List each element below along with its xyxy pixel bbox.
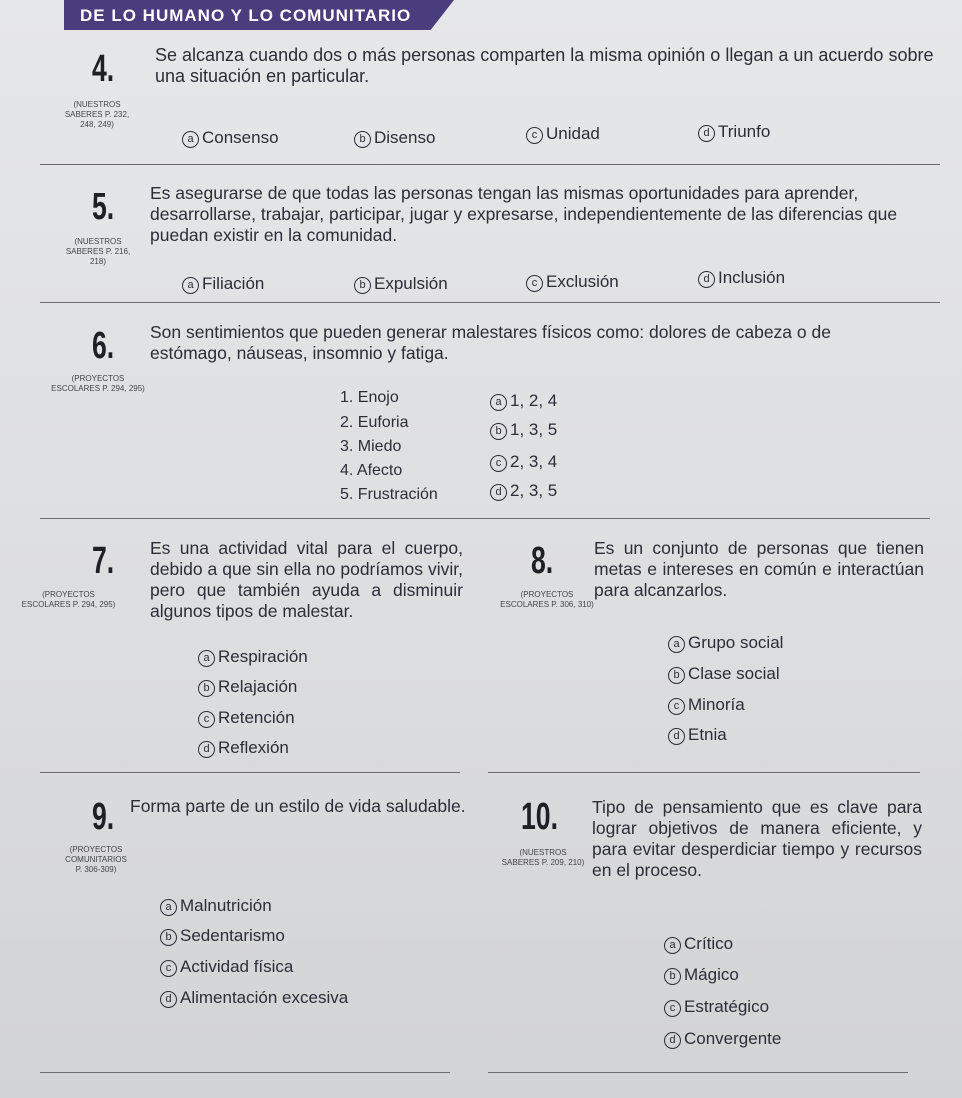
option-letter: d (490, 484, 507, 501)
divider (40, 1072, 450, 1073)
question-9-option-b[interactable]: b Sedentarismo (160, 926, 285, 946)
option-letter: d (160, 991, 177, 1008)
option-letter: d (668, 728, 685, 745)
question-8-source: (PROYECTOS ESCOLARES P. 306, 310) (500, 590, 594, 609)
question-6-option-d[interactable]: d 2, 3, 5 (490, 481, 557, 501)
question-6-option-a[interactable]: a 1, 2, 4 (490, 391, 557, 411)
question-8-text: Es un conjunto de personas que tienen metas e intereses en común e interactúan para alcanzarlos. (594, 538, 924, 600)
question-5-option-d[interactable]: d Inclusión (698, 268, 785, 288)
option-letter: b (668, 667, 685, 684)
question-7-text: Es una actividad vital para el cuerpo, debido a que sin ella no podríamos vivir, pero que también ayuda a disminuir algunos tipos de malestar. (150, 538, 463, 621)
option-letter: a (182, 131, 199, 148)
option-letter: c (526, 127, 543, 144)
question-8-option-a[interactable]: a Grupo social (668, 633, 783, 653)
option-letter: c (490, 455, 507, 472)
option-letter: b (160, 929, 177, 946)
question-10-option-c[interactable]: c Estratégico (664, 997, 769, 1017)
divider (40, 164, 940, 165)
option-letter: c (160, 960, 177, 977)
question-4-text: Se alcanza cuando dos o más personas comparten la misma opinión o llegan a un acuerdo sobre una situación en particular. (155, 45, 934, 86)
question-5-option-b[interactable]: b Expulsión (354, 274, 448, 294)
divider (40, 518, 930, 519)
question-6-item-3: 3. Miedo (340, 438, 402, 455)
question-10-source: (NUESTROS SABERES P. 209, 210) (501, 848, 585, 867)
question-7-option-d[interactable]: d Reflexión (198, 738, 289, 758)
question-6-item-4: 4. Afecto (340, 462, 403, 479)
question-6-item-2: 2. Euforia (340, 414, 409, 431)
question-10-option-d[interactable]: d Convergente (664, 1029, 781, 1049)
divider (488, 772, 920, 773)
option-letter: a (160, 899, 177, 916)
question-4-option-c[interactable]: c Unidad (526, 124, 600, 144)
option-letter: c (664, 1000, 681, 1017)
question-5-option-a[interactable]: a Filiación (182, 274, 264, 294)
question-10-number: 10. (521, 796, 558, 838)
question-6-item-1: 1. Enojo (340, 389, 399, 406)
question-6-option-b[interactable]: b 1, 3, 5 (490, 420, 557, 440)
option-letter: d (664, 1032, 681, 1049)
option-letter: c (198, 711, 215, 728)
question-10-option-a[interactable]: a Crítico (664, 934, 733, 954)
option-letter: a (668, 636, 685, 653)
question-7-option-a[interactable]: a Respiración (198, 647, 308, 667)
section-header-title: DE LO HUMANO Y LO COMUNITARIO (80, 6, 412, 25)
divider (40, 302, 940, 303)
option-letter: d (198, 741, 215, 758)
option-letter: a (664, 937, 681, 954)
question-9-option-d[interactable]: d Alimentación excesiva (160, 988, 348, 1008)
question-6-option-c[interactable]: c 2, 3, 4 (490, 452, 557, 472)
option-letter: c (526, 275, 543, 292)
question-6-number: 6. (92, 325, 115, 367)
option-letter: b (198, 680, 215, 697)
question-9-source: (PROYECTOS COMUNITARIOS P. 306-309) (65, 845, 127, 874)
question-4-option-a[interactable]: a Consenso (182, 128, 279, 148)
option-letter: b (354, 277, 371, 294)
question-5-number: 5. (92, 186, 115, 228)
question-4-source: (NUESTROS SABERES P. 232, 248, 249) (64, 100, 130, 129)
question-7-option-c[interactable]: c Retención (198, 708, 295, 728)
option-letter: b (664, 968, 681, 985)
question-7-source: (PROYECTOS ESCOLARES P. 294, 295) (21, 590, 116, 609)
divider (488, 1072, 908, 1073)
question-10-text: Tipo de pensamiento que es clave para lograr objetivos de manera eficiente, y para evitar desperdiciar tiempo y recursos en el proceso. (592, 797, 922, 880)
question-10-option-b[interactable]: b Mágico (664, 965, 739, 985)
question-4-option-b[interactable]: b Disenso (354, 128, 435, 148)
option-letter: b (490, 423, 507, 440)
question-9-number: 9. (92, 796, 115, 838)
question-6-text: Son sentimientos que pueden generar malestares físicos como: dolores de cabeza o de estómago, náuseas, insomnio y fatiga. (150, 322, 831, 363)
question-8-option-c[interactable]: c Minoría (668, 695, 745, 715)
option-letter: c (668, 698, 685, 715)
option-letter: a (198, 650, 215, 667)
question-8-option-d[interactable]: d Etnia (668, 725, 727, 745)
question-4-number: 4. (92, 48, 115, 90)
question-5-option-c[interactable]: c Exclusión (526, 272, 619, 292)
question-5-source: (NUESTROS SABERES P. 216, 218) (65, 237, 131, 266)
question-6-source: (PROYECTOS ESCOLARES P. 294, 295) (51, 374, 145, 393)
option-letter: d (698, 125, 715, 142)
question-7-option-b[interactable]: b Relajación (198, 677, 297, 697)
question-9-option-a[interactable]: a Malnutrición (160, 896, 272, 916)
question-7-number: 7. (92, 540, 115, 582)
question-9-option-c[interactable]: c Actividad física (160, 957, 293, 977)
divider (40, 772, 460, 773)
option-letter: a (490, 394, 507, 411)
question-8-number: 8. (531, 540, 554, 582)
option-letter: a (182, 277, 199, 294)
question-9-text: Forma parte de un estilo de vida saludable. (130, 796, 466, 816)
question-8-option-b[interactable]: b Clase social (668, 664, 780, 684)
option-letter: b (354, 131, 371, 148)
option-letter: d (698, 271, 715, 288)
question-6-item-5: 5. Frustración (340, 486, 438, 503)
question-4-option-d[interactable]: d Triunfo (698, 122, 770, 142)
question-5-text: Es asegurarse de que todas las personas tengan las mismas oportunidades para aprender, desarrollarse, trabajar, participar, jugar y expresarse, independientemente de las diferencias que puedan existir en la comunidad. (150, 183, 898, 245)
